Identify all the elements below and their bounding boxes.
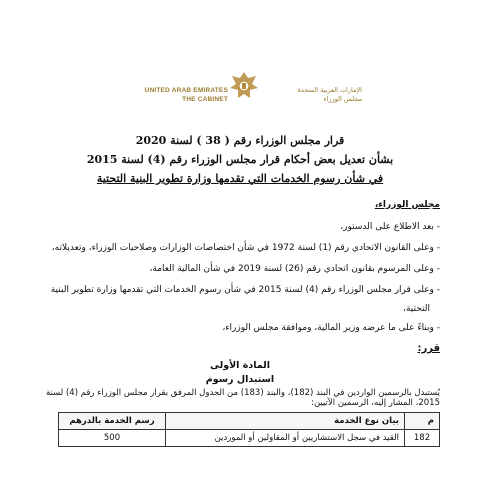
article-subtitle: استبدال رسوم (205, 374, 275, 385)
preamble-clause: - وعلى القانون الاتحادي رقم (1) لسنة 1972 في شأن اختصاصات الوزارات وصلاحيات الوزراء، وتعديلاته، (51, 243, 440, 253)
cabinet-name-ar: مجلس الوزراء (323, 95, 362, 103)
row-fee: 500 (59, 430, 166, 447)
country-name-en: UNITED ARAB EMIRATES (144, 87, 228, 94)
letterhead (0, 68, 480, 126)
decision-subject: بشأن تعديل بعض أحكام قرار مجلس الوزراء رقم (4) لسنة 2015 (86, 153, 394, 166)
article-title: المادة الأولى (210, 360, 270, 371)
decision-subject-detail: في شأن رسوم الخدمات التي تقدمها وزارة تطوير البنية التحتية (96, 172, 384, 185)
preamble-clause: - وبناءً على ما عرضه وزير المالية، وموافقة مجلس الوزراء، (222, 323, 440, 333)
council-heading: مجلس الوزراء، (374, 200, 440, 210)
article-text: يُستبدل بالرسمين الواردين في البند (182)، والبند (183) من الجدول المرفق بقرار مجلس الوزراء رقم (4) لسنة (45, 388, 440, 398)
preamble-clause: - بعد الاطلاع على الدستور، (340, 222, 440, 232)
letterhead-english (120, 86, 228, 104)
decision-title: قرار مجلس الوزراء رقم ( 38 ) لسنة 2020 (135, 134, 345, 147)
preamble-clause: - وعلى قرار مجلس الوزراء رقم (4) لسنة 2015 في شأن رسوم الخدمات التي تقدمها وزارة تطوير البنية (50, 285, 440, 295)
decided-heading: قرر: (417, 343, 440, 354)
letterhead-arabic (262, 86, 362, 104)
table-header-row (59, 413, 440, 430)
uae-emblem-icon (228, 70, 260, 104)
column-header-service: بيان نوع الخدمة (166, 413, 405, 430)
column-header-fee: رسم الخدمة بالدرهم (59, 413, 166, 430)
column-header-number: م (405, 413, 440, 430)
article-text-continued: 2015، المشار إليه، الرسمين الآتيين: (311, 398, 440, 408)
row-number: 182 (405, 430, 440, 447)
preamble-clause: - وعلى المرسوم بقانون اتحادي رقم (26) لسنة 2019 في شأن المالية العامة، (149, 264, 440, 274)
row-service: القيد في سجل الاستشاريين أو المقاولين أو الموردين (166, 430, 405, 447)
fees-table (58, 412, 440, 447)
preamble-clause-continued: التحتية، (403, 304, 430, 314)
table-row (59, 430, 440, 447)
cabinet-name-en: THE CABINET (182, 96, 228, 103)
country-name-ar: الإمارات العربية المتحدة (297, 86, 362, 94)
